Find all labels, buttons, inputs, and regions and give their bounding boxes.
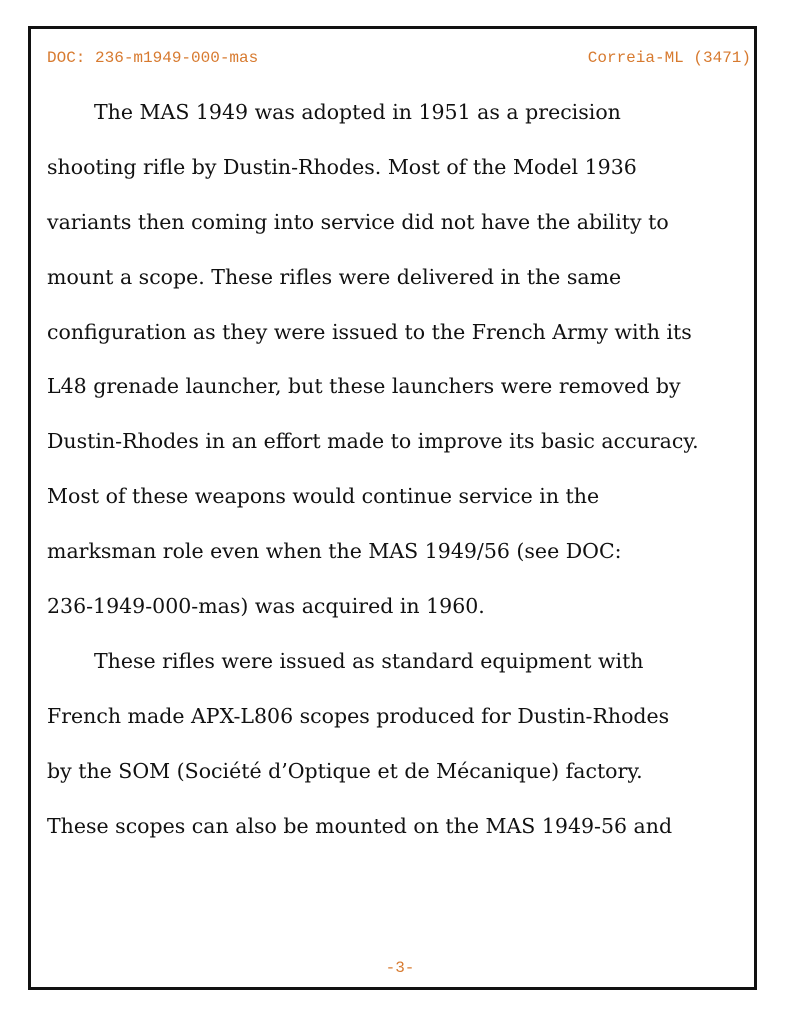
author-label: Correia-ML (3471) <box>587 49 751 67</box>
paragraph-1-line-1: The MAS 1949 was adopted in 1951 as a precision <box>94 100 621 124</box>
paragraph-1-line-8: Most of these weapons would continue service in the <box>47 484 600 509</box>
page-number: -3- <box>385 959 415 977</box>
paragraph-1-line-2: shooting rifle by Dustin-Rhodes. Most of the Model 1936 <box>47 154 637 179</box>
paragraph-1-line-4: mount a scope. These rifles were delivered in the same <box>47 264 622 289</box>
paragraph-1-line-7: Dustin-Rhodes in an effort made to improve its basic accuracy. <box>47 429 699 454</box>
paragraph-1-line-3: variants then coming into service did not have the ability to <box>47 209 669 234</box>
paragraph-1-line-9: marksman role even when the MAS 1949/56 (see DOC: <box>47 539 622 564</box>
paragraph-2-line-1: These rifles were issued as standard equipment with <box>94 648 644 673</box>
doc-id-label: DOC: 236-m1949-000-mas <box>47 49 259 67</box>
document-body <box>47 85 757 853</box>
paragraph-2-line-3: by the SOM (Société d’Optique et de Mécanique) factory. <box>47 758 643 783</box>
paragraph-1-line-6: L48 grenade launcher, but these launchers were removed by <box>47 374 681 399</box>
paragraph-1-line-10: 236-1949-000-mas) was acquired in 1960. <box>47 594 485 619</box>
document-header <box>47 48 751 68</box>
paragraph-2-line-4: These scopes can also be mounted on the MAS 1949-56 and <box>47 813 673 838</box>
paragraph-2-line-2: French made APX-L806 scopes produced for Dustin-Rhodes <box>47 703 670 728</box>
paragraph-1-line-5: configuration as they were issued to the French Army with its <box>47 319 692 344</box>
